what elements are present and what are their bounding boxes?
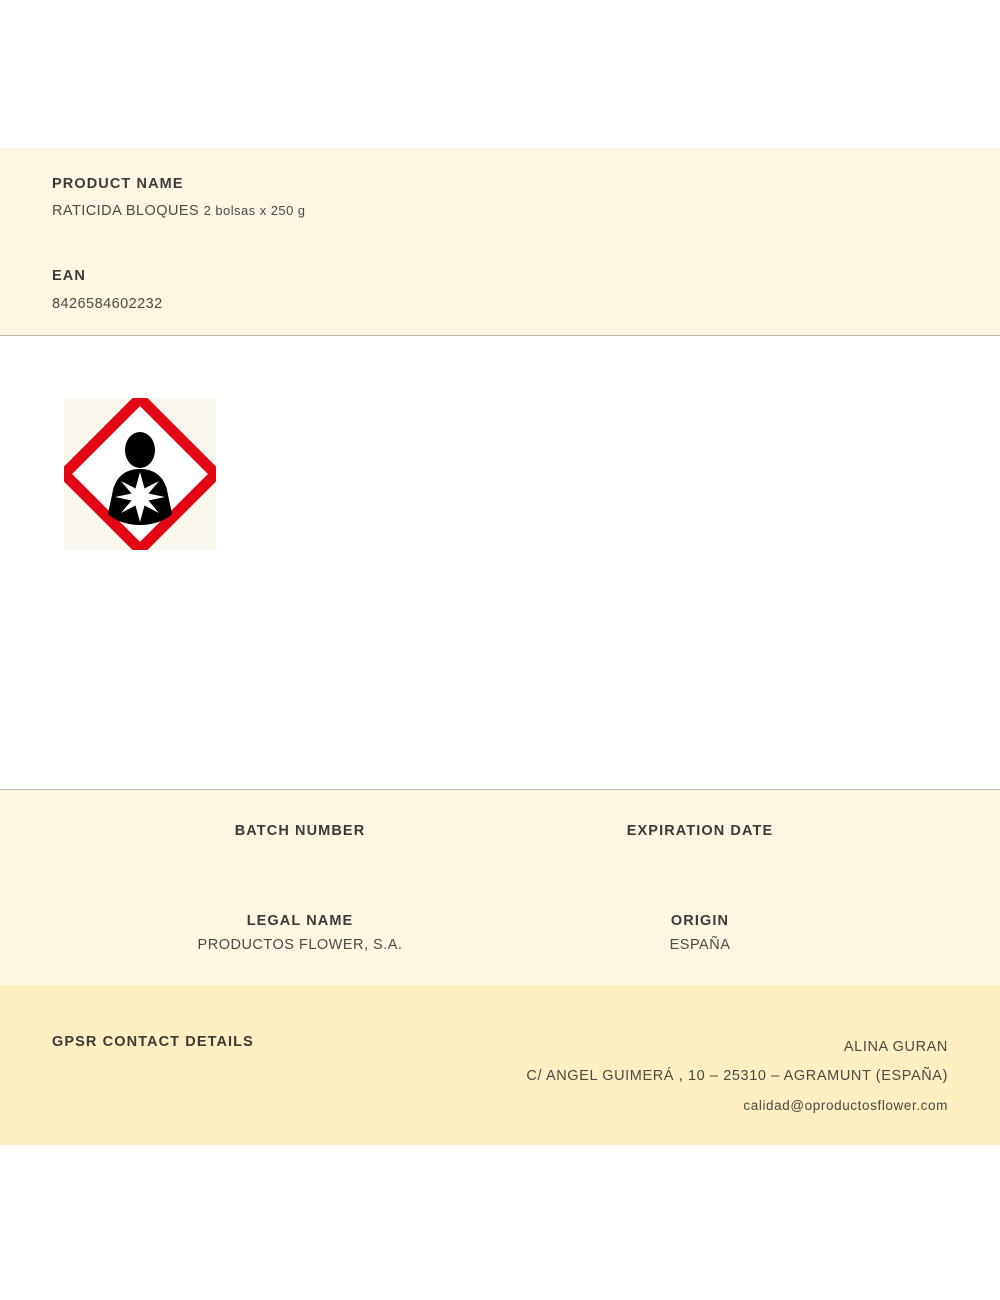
product-name-value	[52, 203, 306, 219]
legal-name-label: LEGAL NAME	[246, 913, 354, 929]
ghs08-health-hazard-icon	[64, 398, 216, 550]
batch-legal-band	[0, 790, 1000, 985]
batch-number-label: BATCH NUMBER	[234, 823, 366, 839]
gpsr-contact-details	[526, 1033, 948, 1120]
ean-value: 8426584602232	[52, 296, 163, 312]
gpsr-contact-label: GPSR CONTACT DETAILS	[52, 1034, 254, 1050]
gpsr-contact-band	[0, 985, 1000, 1145]
product-name-label: PRODUCT NAME	[52, 176, 184, 192]
product-name-main: RATICIDA BLOQUES	[52, 203, 204, 219]
ean-label: EAN	[52, 268, 86, 284]
expiration-date-cell	[550, 823, 850, 847]
product-info-band	[0, 148, 1000, 336]
origin-label: ORIGIN	[670, 913, 730, 929]
gpsr-contact-address: C/ ANGEL GUIMERÁ , 10 – 25310 – AGRAMUNT (ESPAÑA)	[526, 1068, 948, 1084]
origin-value: ESPAÑA	[669, 937, 731, 953]
gpsr-contact-email[interactable]: calidad@oproductosflower.com	[743, 1098, 948, 1113]
hazard-pictogram-area	[0, 336, 1000, 790]
legal-name-value: PRODUCTOS FLOWER, S.A.	[197, 937, 403, 953]
origin-cell	[550, 913, 850, 953]
product-name-size: 2 bolsas x 250 g	[203, 203, 306, 218]
gpsr-contact-name: ALINA GURAN	[843, 1039, 948, 1055]
legal-name-cell	[150, 913, 450, 953]
ghs-health-hazard-icon	[64, 398, 216, 550]
batch-number-cell	[150, 823, 450, 847]
expiration-date-label: EXPIRATION DATE	[626, 823, 774, 839]
